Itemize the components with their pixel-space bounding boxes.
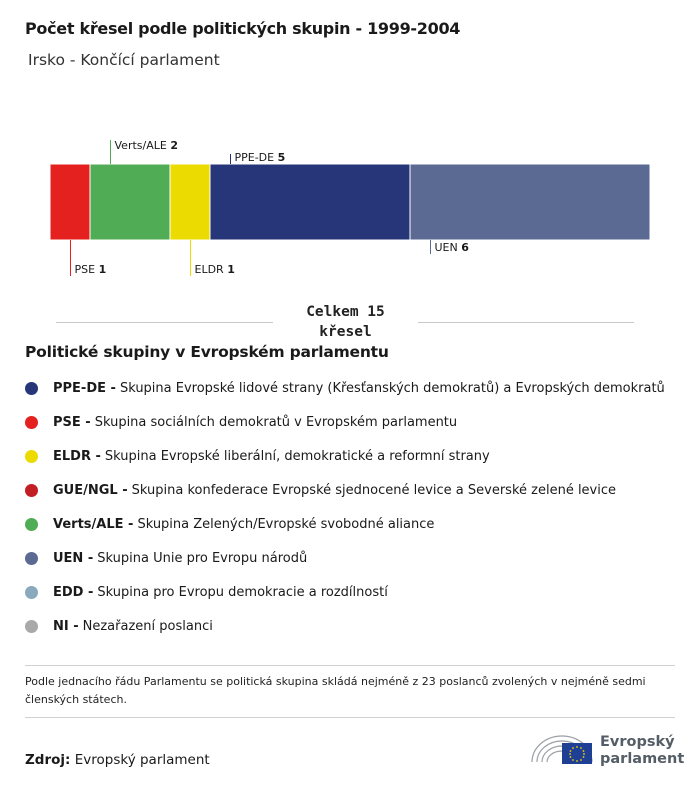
segment-code: UEN — [434, 241, 462, 254]
legend-dot — [25, 518, 38, 531]
legend-description: Skupina Evropské liberální, demokratické a reformní strany — [104, 448, 490, 464]
total-seats-text — [273, 302, 418, 342]
legend-dot — [25, 484, 38, 497]
legend-code: UEN - — [53, 550, 94, 566]
legend-item — [25, 405, 685, 439]
legend-code: EDD - — [53, 584, 94, 600]
ep-logo-line2: parlament — [600, 751, 685, 767]
bar-segment-eldr — [170, 164, 210, 240]
legend-description: Nezařazení poslanci — [82, 618, 213, 634]
segment-code: PSE — [74, 263, 99, 276]
legend-code: GUE/NGL - — [53, 482, 128, 498]
total-seats-unit: křesel — [319, 324, 372, 340]
legend-title: Politické skupiny v Evropském parlamentu — [25, 343, 389, 361]
legend-dot — [25, 450, 38, 463]
legend-item — [25, 371, 685, 405]
total-seats-count: Celkem 15 — [306, 304, 385, 320]
ep-logo-text — [600, 734, 684, 768]
chart-subtitle: Irsko - Končící parlament — [28, 51, 220, 69]
legend-code: Verts/ALE - — [53, 516, 134, 532]
segment-code: ELDR — [194, 263, 228, 276]
segment-code: Verts/ALE — [114, 139, 171, 152]
note-divider-top — [25, 665, 675, 666]
bar-segment-verts-ale — [90, 164, 170, 240]
stacked-bar-chart — [0, 130, 700, 290]
legend-dot — [25, 586, 38, 599]
footnote: Podle jednacího řádu Parlamentu se politická skupina skládá nejméně z 23 poslanců zvolených v nejméně sedmi členských státech. — [25, 675, 646, 706]
bar-segment-pse — [50, 164, 90, 240]
segment-value: 5 — [277, 151, 286, 164]
legend-dot — [25, 382, 38, 395]
legend-item — [25, 541, 685, 575]
legend-dot — [25, 620, 38, 633]
segment-code: PPE-DE — [234, 151, 278, 164]
note-divider-bottom — [25, 717, 675, 718]
legend-code: ELDR - — [53, 448, 101, 464]
hemicycle-flag-icon — [528, 728, 598, 768]
legend-item — [25, 473, 685, 507]
legend-dot — [25, 416, 38, 429]
segment-label — [115, 139, 178, 152]
legend-description: Skupina sociálních demokratů v Evropském parlamentu — [94, 414, 458, 430]
segment-value: 1 — [227, 263, 235, 276]
total-seats — [56, 302, 634, 342]
legend-description: Skupina Evropské lidové strany (Křesťanských demokratů) a Evropských demokratů — [119, 380, 665, 396]
legend-item — [25, 507, 685, 541]
legend-item — [25, 575, 685, 609]
legend-item — [25, 439, 685, 473]
segment-value: 1 — [98, 263, 107, 276]
segment-label — [435, 241, 470, 254]
segment-value: 6 — [461, 241, 469, 254]
legend-description: Skupina pro Evropu demokracie a rozdílností — [97, 584, 388, 600]
legend-dot — [25, 552, 38, 565]
source — [25, 752, 210, 768]
ep-logo-line1: Evropský — [600, 734, 675, 750]
segment-label — [195, 263, 235, 276]
ep-logo — [528, 728, 685, 768]
segment-label — [235, 151, 286, 164]
legend-code: NI - — [53, 618, 79, 634]
legend-code: PPE-DE - — [53, 380, 116, 396]
segment-label — [75, 263, 107, 276]
total-divider-left — [56, 322, 273, 323]
source-value: Evropský parlament — [74, 752, 210, 768]
segment-value: 2 — [170, 139, 178, 152]
source-label: Zdroj: — [25, 752, 71, 768]
bar-segment-ppe-de — [210, 164, 410, 240]
legend-code: PSE - — [53, 414, 91, 430]
legend — [25, 371, 685, 643]
legend-description: Skupina Zelených/Evropské svobodné aliance — [137, 516, 435, 532]
legend-description: Skupina konfederace Evropské sjednocené levice a Severské zelené levice — [131, 482, 617, 498]
chart-title: Počet křesel podle politických skupin - 1999-2004 — [25, 19, 461, 38]
total-divider-right — [418, 322, 634, 323]
bar-segment-uen — [410, 164, 650, 240]
legend-item — [25, 609, 685, 643]
legend-description: Skupina Unie pro Evropu národů — [97, 550, 308, 566]
